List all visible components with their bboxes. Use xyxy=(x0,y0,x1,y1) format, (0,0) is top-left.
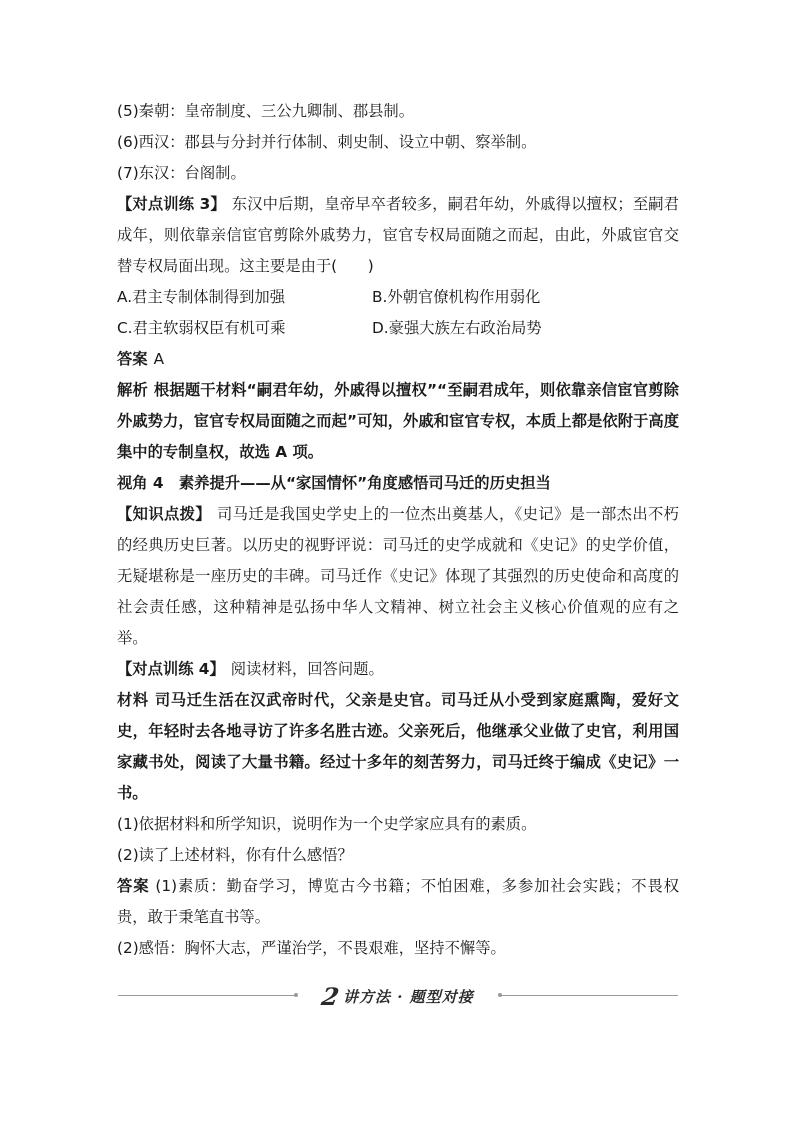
training3-options-row2 xyxy=(117,313,679,344)
option-a: A.君主专制体制得到加强 xyxy=(117,288,286,306)
footer-dot-left xyxy=(294,993,298,997)
item-eastern-han: (7)东汉：台阁制。 xyxy=(117,164,246,182)
training4-answer-label: 答案 xyxy=(117,877,150,895)
footer-divider-right xyxy=(498,995,678,996)
training3-label: 【对点训练 3】 xyxy=(117,195,226,213)
analysis-label: 解析 xyxy=(117,381,148,399)
training3-analysis xyxy=(117,375,679,468)
material-text: 司马迁生活在汉武帝时代，父亲是史官。司马迁从小受到家庭熏陶，爱好文史，年轻时去各地寻访了许多名胜古迹。父亲死后，他继承父业做了史官，利用国家藏书处，阅读了大量书籍。经过十多年的刻苦努力，司马迁终于编成《史记》一书。 xyxy=(117,691,679,802)
knowledge-text: 司马迁是我国史学史上的一位杰出奠基人，《史记》是一部杰出不朽的经典历史巨著。以历史的视野评说：司马迁的史学成就和《史记》的史学价值，无疑堪称是一座历史的丰碑。司马迁作《史记》体现了其强烈的历史使命和高度的社会责任感，这种精神是弘扬中华人文精神、树立社会主义核心价值观的应有之举。 xyxy=(117,505,679,647)
option-d: D.豪强大族左右政治局势 xyxy=(372,319,542,337)
footer-text: 讲方法 · 题型对接 xyxy=(343,987,474,1006)
material-label: 材料 xyxy=(117,691,149,709)
training3-stem: 东汉中后期，皇帝早卒者较多，嗣君年幼，外戚得以擅权；至嗣君成年，则依靠亲信宦官剪除外戚势力，宦官专权局面随之而起，由此，外戚宦官交替专权局面出现。这主要是由于( ) xyxy=(117,195,679,275)
training3-answer xyxy=(117,344,679,375)
document-body xyxy=(117,96,679,964)
training4-material xyxy=(117,685,679,809)
training4-q1: (1)依据材料和所学知识，说明作为一个史学家应具有的素质。 xyxy=(117,815,537,833)
training4-question xyxy=(117,654,679,685)
item-qin: (5)秦朝：皇帝制度、三公九卿制、郡县制。 xyxy=(117,102,415,120)
analysis-text: 根据题干材料“嗣君年幼，外戚得以擅权”“至嗣君成年，则依靠亲信宦官剪除外戚势力，宦官专权局面随之而起”可知，外戚和宦官专权，本质上都是依附于高度集中的专制皇权，故选 A 项。 xyxy=(117,381,679,461)
answer-value: A xyxy=(153,350,165,368)
training4-answer1 xyxy=(117,871,679,933)
training4-answer2: (2)感悟：胸怀大志，严谨治学，不畏艰难，坚持不懈等。 xyxy=(117,939,506,957)
knowledge-paragraph xyxy=(117,499,679,654)
section-footer-banner xyxy=(118,981,678,1011)
training3-options-row1 xyxy=(117,282,679,313)
answer1-text: (1)素质：勤奋学习，博览古今书籍；不怕困难，多参加社会实践；不畏权贵，敢于秉笔直书等。 xyxy=(117,877,679,926)
section4-title: 视角 4 素养提升——从“家国情怀”角度感悟司马迁的历史担当 xyxy=(117,474,551,492)
item-western-han: (6)西汉：郡县与分封并行体制、刺史制、设立中朝、察举制。 xyxy=(117,133,537,151)
training3-question xyxy=(117,189,679,282)
knowledge-label: 【知识点拨】 xyxy=(117,505,211,523)
option-b: B.外朝官僚机构作用弱化 xyxy=(372,288,541,306)
training4-label: 【对点训练 4】 xyxy=(117,660,225,678)
footer-divider-left xyxy=(118,995,298,996)
training4-intro: 阅读材料，回答问题。 xyxy=(230,660,384,678)
footer-badge xyxy=(302,981,494,1011)
training4-q2: (2)读了上述材料，你有什么感悟？ xyxy=(117,846,353,864)
footer-number: 2 xyxy=(319,981,342,1011)
option-c: C.君主软弱权臣有机可乘 xyxy=(117,319,286,337)
answer-label: 答案 xyxy=(117,350,148,368)
